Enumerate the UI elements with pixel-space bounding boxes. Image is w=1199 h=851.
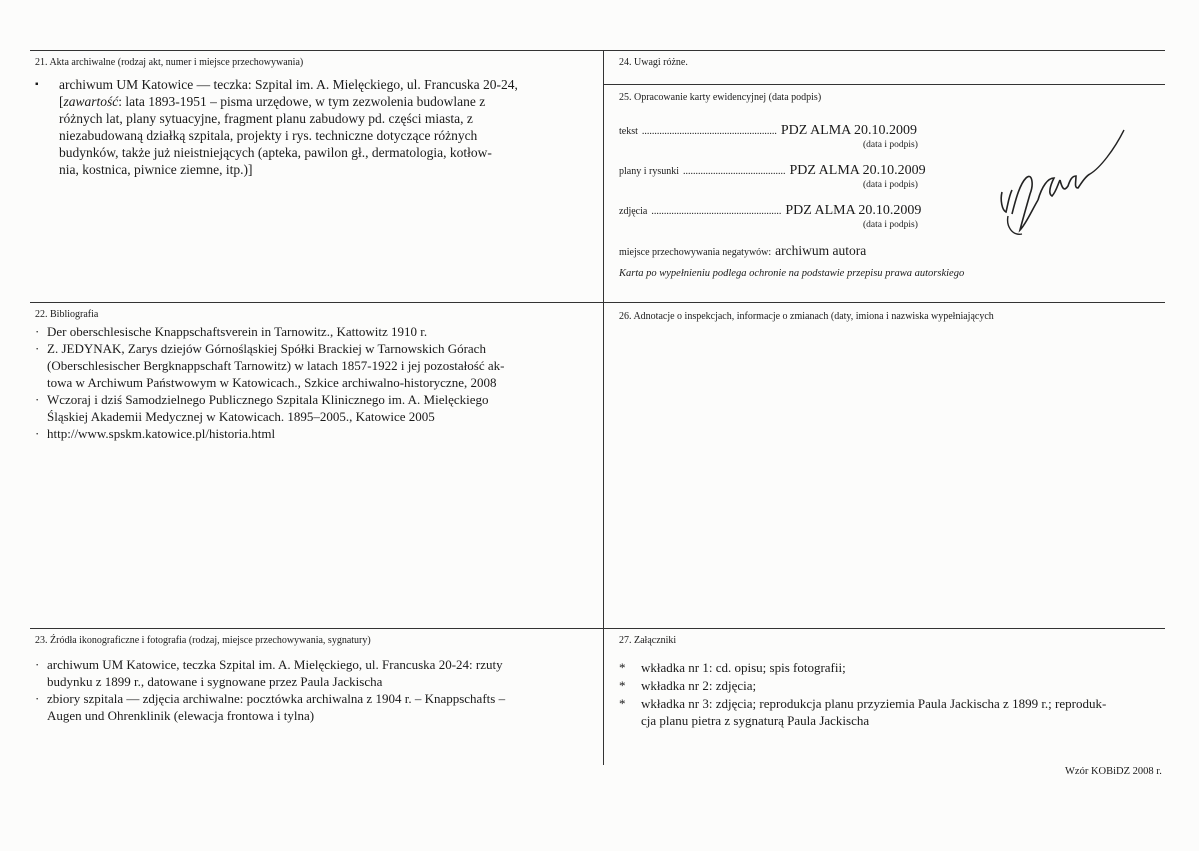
credit-row-plans: plany i rysunki ......................................... PDZ ALMA 20.10.2009 — [619, 163, 926, 178]
section-22-header: 22. Bibliografia — [35, 309, 99, 320]
list-item: * wkładka nr 2: zdjęcia; — [619, 678, 757, 693]
credit-caption-plans: (data i podpis) — [863, 180, 918, 190]
mid-rule-2 — [30, 628, 1165, 629]
bibliography-link: http://www.spskm.katowice.pl/historia.html — [47, 426, 276, 441]
archive-line-2: [zawartość: lata 1893-1951 – pisma urzędowe, w tym zezwolenia budowlane z — [59, 94, 486, 109]
list-item — [35, 425, 600, 442]
archive-entry — [35, 76, 595, 178]
handwritten-signature-icon — [990, 122, 1140, 247]
list-item: * wkładka nr 3: zdjęcia; reprodukcja planu przyziemia Paula Jackischa z 1899 r.; reproduk- cja planu pietra z sygnaturą Paula Jackischa — [619, 696, 1107, 728]
negatives-location: miejsce przechowywania negatywów: archiwum autora — [619, 243, 867, 258]
bullet-dot-icon: · — [35, 341, 40, 356]
iconographic-sources-list — [35, 656, 597, 724]
archive-line-1: archiwum UM Katowice — teczka: Szpital im. A. Mielęckiego, ul. Francuska 20-24, — [59, 77, 518, 92]
square-bullet-icon: ▪ — [35, 79, 39, 90]
asterisk-icon: * — [619, 660, 626, 675]
bullet-dot-icon: · — [35, 691, 40, 706]
list-item: * wkładka nr 1: cd. opisu; spis fotografii; — [619, 660, 846, 675]
archive-line-5: budynków, także już nieistniejących (apteka, pawilon gł., dermatologia, kotłow- — [59, 145, 492, 160]
list-item: · Wczoraj i dziś Samodzielnego Publicznego Szpitala Klinicznego im. A. Mielęckiego Śląskiej Akademii Medycznej w Katowicach. 1895–2005., Katowice 2005 — [35, 392, 489, 424]
section-23-header: 23. Źródła ikonograficzne i fotografia (rodzaj, miejsce przechowywania, sygnatury) — [35, 635, 371, 646]
section-24-header: 24. Uwagi różne. — [619, 57, 688, 68]
list-item: · zbiory szpitala — zdjęcia archiwalne: pocztówka archiwalna z 1904 r. – Knappschafts – Augen und Ohrenklinik (elewacja frontowa i tylna) — [35, 691, 506, 723]
archive-line-4: niezabudowaną działką szpitala, projekty i rys. techniczne dotyczące różnych — [59, 128, 478, 143]
attachments-list — [619, 659, 1164, 729]
credit-row-photos: zdjęcia .................................................... PDZ ALMA 20.10.2009 — [619, 203, 922, 218]
asterisk-icon: * — [619, 696, 626, 711]
credit-caption-photos: (data i podpis) — [863, 220, 918, 230]
right-rule-25 — [604, 84, 1165, 85]
credit-caption-text: (data i podpis) — [863, 140, 918, 150]
bullet-dot-icon: · — [35, 426, 40, 441]
archive-line-6: nia, kostnica, piwnice ziemne, itp.)] — [59, 162, 253, 177]
top-rule — [30, 50, 1165, 51]
section-26-header: 26. Adnotacje o inspekcjach, informacje o zmianach (daty, imiona i nazwiska wypełniających — [619, 311, 994, 322]
bibliography-list — [35, 323, 600, 442]
asterisk-icon: * — [619, 678, 626, 693]
mid-rule-1 — [30, 302, 1165, 303]
center-divider — [603, 50, 604, 765]
section-27-header: 27. Załączniki — [619, 635, 677, 646]
form-template-label: Wzór KOBiDZ 2008 r. — [1065, 766, 1162, 777]
section-21-body — [35, 76, 595, 178]
bullet-dot-icon: · — [35, 324, 40, 339]
archive-contents-label: zawartość — [63, 94, 119, 109]
section-25-header: 25. Opracowanie karty ewidencyjnej (data podpis) — [619, 92, 822, 103]
credit-row-text: tekst ...................................................... PDZ ALMA 20.10.2009 — [619, 123, 918, 138]
list-item: · Der oberschlesische Knappschaftsverein in Tarnowitz., Kattowitz 1910 r. — [35, 324, 428, 339]
list-item: · Z. JEDYNAK, Zarys dziejów Górnośląskiej Spółki Brackiej w Tarnowskich Górach (Oberschlesischer Bergknappschaft Tarnowitz) w latach 1857-1922 i jej pozostałość ak- towa w Archiwum Państwowym w Katowicach., Szkice archiwalno-historyczne, 2008 — [35, 341, 505, 390]
bullet-dot-icon: · — [35, 392, 40, 407]
copyright-note: Karta po wypełnieniu podlega ochronie na podstawie przepisu prawa autorskiego — [619, 268, 965, 279]
list-item: · archiwum UM Katowice, teczka Szpital im. A. Mielęckiego, ul. Francuska 20-24: rzuty budynku z 1899 r., datowane i sygnowane przez Paula Jackischa — [35, 657, 503, 689]
bullet-dot-icon: · — [35, 657, 40, 672]
archive-line-3: różnych lat, plany sytuacyjne, fragment planu zabudowy pd. części miasta, z — [59, 111, 473, 126]
section-21-header: 21. Akta archiwalne (rodzaj akt, numer i miejsce przechowywania) — [35, 57, 304, 68]
